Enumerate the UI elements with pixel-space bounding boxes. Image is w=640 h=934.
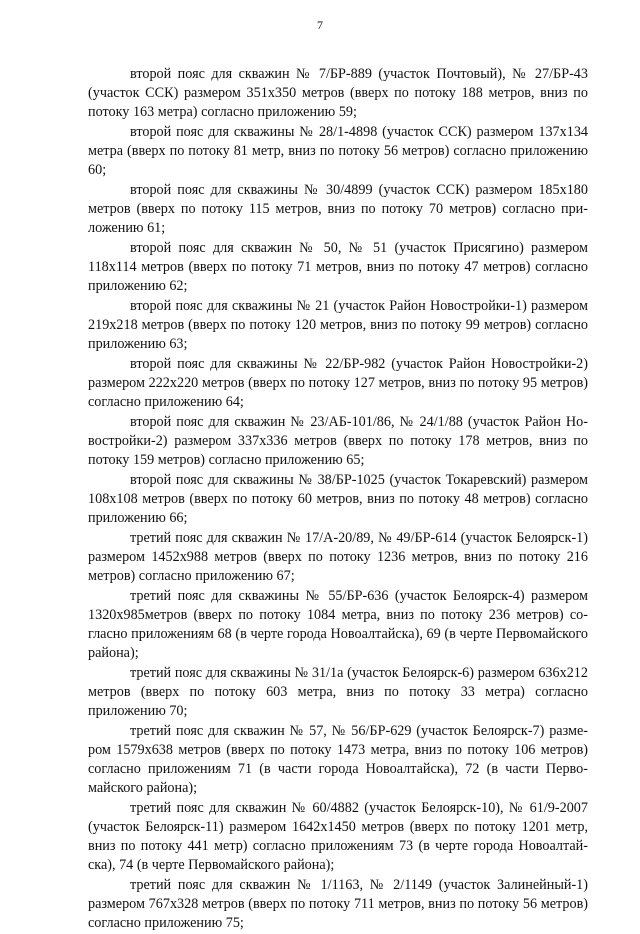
paragraph-12: третий пояс для скважин № 57, № 56/БР-629 (участок Белоярск-7) размером 1579x638 метров (вверх по потоку 1473 метра, вниз по потоку 106 метров) согласно приложениям 71 (в части города Новоалтайска), 72 (в части Первомайского района); [88,723,588,796]
page-number: 7 [317,18,323,32]
paragraph-9: третий пояс для скважин № 17/А-20/89, № 49/БР-614 (участок Белоярск-1) размером 1452x988 метров (вверх по потоку 1236 метров, вниз по потоку 216 метров) согласно приложению 67; [88,530,588,584]
paragraph-10: третий пояс для скважины № 55/БР-636 (участок Белоярск-4) размером 1320x985метров (вверх по потоку 1084 метра, вниз по потоку 236 метров) согласно приложениям 68 (в черте города Новоалтайска), 69 (в черте Первомайского района); [88,588,588,661]
paragraph-7: второй пояс для скважин № 23/АБ-101/86, № 24/1/88 (участок Район Новостройки-2) размером 337x336 метров (вверх по потоку 178 метров, вниз по потоку 159 метров) согласно приложению 65; [88,414,588,468]
paragraph-3: второй пояс для скважины № 30/4899 (участок ССК) размером 185x180 метров (вверх по потоку 115 метров, вниз по потоку 70 метров) согласно приложению 61; [88,182,588,236]
paragraph-2: второй пояс для скважины № 28/1-4898 (участок ССК) размером 137x134 метра (вверх по потоку 81 метр, вниз по потоку 56 метров) согласно приложению 60; [88,124,588,178]
paragraph-6: второй пояс для скважины № 22/БР-982 (участок Район Новостройки-2) размером 222x220 метров (вверх по потоку 127 метров, вниз по потоку 95 метров) согласно приложению 64; [88,356,588,410]
paragraph-11: третий пояс для скважины № 31/1а (участок Белоярск-6) размером 636x212 метров (вверх по потоку 603 метра, вниз по потоку 33 метра) согласно приложению 70; [88,665,588,719]
paragraph-13: третий пояс для скважин № 60/4882 (участок Белоярск-10), № 61/9-2007 (участок Белоярск-11) размером 1642x1450 метров (вверх по потоку 1201 метр, вниз по потоку 441 метр) согласно приложениям 73 (в черте города Новоалтайска), 74 (в черте Первомайского района); [88,800,588,873]
paragraph-14: третий пояс для скважин № 1/1163, № 2/1149 (участок Залинейный-1) размером 767x328 метров (вверх по потоку 711 метров, вниз по потоку 56 метров) согласно приложению 75; [88,877,588,931]
document-body [88,65,588,934]
paragraph-1: второй пояс для скважин № 7/БР-889 (участок Почтовый), № 27/БР-43 (участок ССК) размером 351x350 метров (вверх по потоку 188 метров, вниз по потоку 163 метра) согласно приложению 59; [88,66,588,120]
paragraph-5: второй пояс для скважины № 21 (участок Район Новостройки-1) размером 219x218 метров (вверх по потоку 120 метров, вниз по потоку 99 метров) согласно приложению 63; [88,298,588,352]
paragraph-4: второй пояс для скважин № 50, № 51 (участок Присягино) размером 118x114 метров (вверх по потоку 71 метров, вниз по потоку 47 метров) согласно приложению 62; [88,240,588,294]
paragraph-8: второй пояс для скважины № 38/БР-1025 (участок Токаревский) размером 108x108 метров (вверх по потоку 60 метров, вниз по потоку 48 метров) согласно приложению 66; [88,472,588,526]
